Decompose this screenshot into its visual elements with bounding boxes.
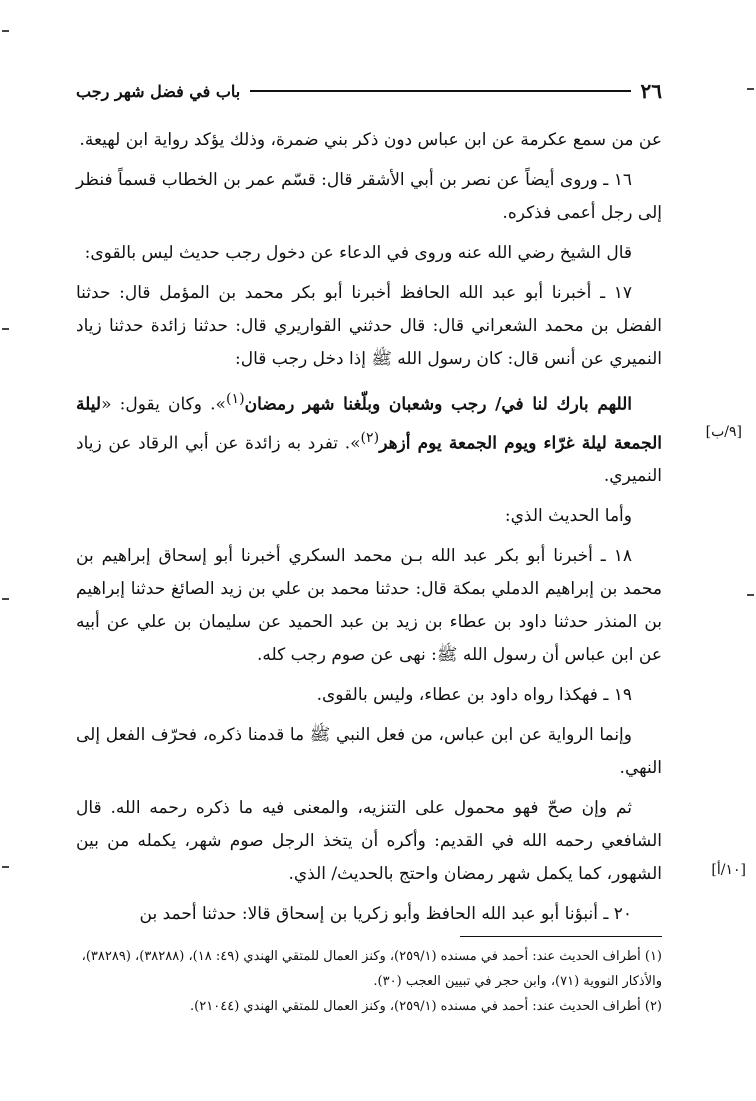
paragraph: ١٦ ـ وروى أيضاً عن نصر بن أبي الأشقر قال: قسّم عمر بن الخطاب قسماً فنظر إلى رجل أعمى فذكره.	[76, 170, 662, 223]
paragraph: ثم وإن صحّ فهو محمول على التنزيه، والمعنى فيه ما ذكره رحمه الله. قال الشافعي رحمه الله في القديم: وأكره أن يتخذ الرجل صوم شهر، يكمله من بين الشهور، كما يكمل شهر رمضان واحتج بالحديث/ الذي.	[76, 798, 662, 885]
footnote: (٢) أطراف الحديث عند: أحمد في مسنده (٢٥٩/١)، وكنز العمال للمتقي الهندي (٢١٠٤٤).	[190, 999, 662, 1014]
page-header	[76, 78, 662, 104]
scan-edge-mark	[2, 866, 9, 868]
paragraph: قال الشيخ رضي الله عنه وروى في الدعاء عن دخول رجب حديث ليس بالقوى:	[84, 243, 632, 263]
footnote: (١) أطراف الحديث عند: أحمد في مسنده (٢٥٩/١)، وكنز العمال للمتقي الهندي (٤٩: ١٨)، (٣٨٢٨٨)، (٣٨٢٨٩)، والأذكار النووية (٧١)، وابن حجر في تبيين العجب (٣٠).	[81, 949, 662, 989]
manuscript-folio-marker: [١٠/أ]	[711, 862, 746, 878]
chapter-title: باب في فضل شهر رجب	[76, 81, 241, 101]
scan-edge-mark	[747, 594, 754, 596]
hadith-text: ليلة الجمعة ليلة غرّاء ويوم الجمعة يوم أزهر	[76, 394, 662, 454]
paragraph: وأما الحديث الذي:	[504, 506, 632, 527]
scan-edge-mark	[2, 598, 9, 600]
paragraph: ٢٠ ـ أنبؤنا أبو عبد الله الحافظ وأبو زكريا بن إسحاق قالا: حدثنا أحمد بن	[139, 904, 632, 925]
page-number: ٢٦	[640, 79, 662, 103]
scan-edge-mark	[2, 328, 9, 330]
scan-edge-mark	[747, 88, 754, 90]
hadith-paragraph	[76, 383, 662, 493]
manuscript-folio-marker: [٩/ب]	[705, 424, 742, 440]
hadith-text: اللهم بارك لنا في/ رجب وشعبان وبلّغنا شهر رمضان	[244, 394, 632, 415]
paragraph: ١٧ ـ أخبرنا أبو عبد الله الحافظ أخبرنا أبو بكر محمد بن المؤمل قال: حدثنا الفضل بن محمد الشعراني قال: قال حدثني القواريري قال: حدثنا زائدة حدثنا زياد النميري عن أنس قال: كان رسول الله ﷺ إذا دخل رجب قال:	[76, 283, 662, 369]
paragraph: ١٨ ـ أخبرنا أبو بكر عبد الله بـن محمد السكري أخبرنا أبو إسحاق إبراهيم بن محمد بن إبراهيم الدملي بمكة قال: حدثنا محمد بن علي بن زيد الصائغ حدثنا إبراهيم بن المنذر حدثنا داود بن عطاء بن زيد بن عبد الحميد عن سليمان بن علي عن أبيه عن ابن عباس أن رسول الله ﷺ: نهى عن صوم رجب كله.	[76, 546, 662, 666]
paragraph: ١٩ ـ فهكذا رواه داود بن عطاء، وليس بالقوى.	[316, 685, 632, 706]
paragraph-text: ». وكان يقول: «	[101, 394, 226, 415]
paragraph: عن من سمع عكرمة عن ابن عباس دون ذكر بني ضمرة، وذلك يؤكد رواية ابن لهيعة.	[79, 130, 662, 150]
paragraph-text: ». تفرد به زائدة عن أبي الرقاد عن زياد النميري.	[76, 433, 662, 487]
footnotes	[76, 944, 662, 1019]
footnote-ref: (١)	[225, 391, 245, 407]
scan-edge-mark	[2, 30, 9, 32]
header-rule	[250, 90, 630, 92]
paragraph: وإنما الرواية عن ابن عباس، من فعل النبي ﷺ ما قدمنا ذكره، فحرّف الفعل إلى النهي.	[76, 725, 662, 779]
main-text	[76, 124, 662, 938]
footnote-ref: (٢)	[360, 429, 380, 446]
footnote-separator	[460, 936, 662, 937]
